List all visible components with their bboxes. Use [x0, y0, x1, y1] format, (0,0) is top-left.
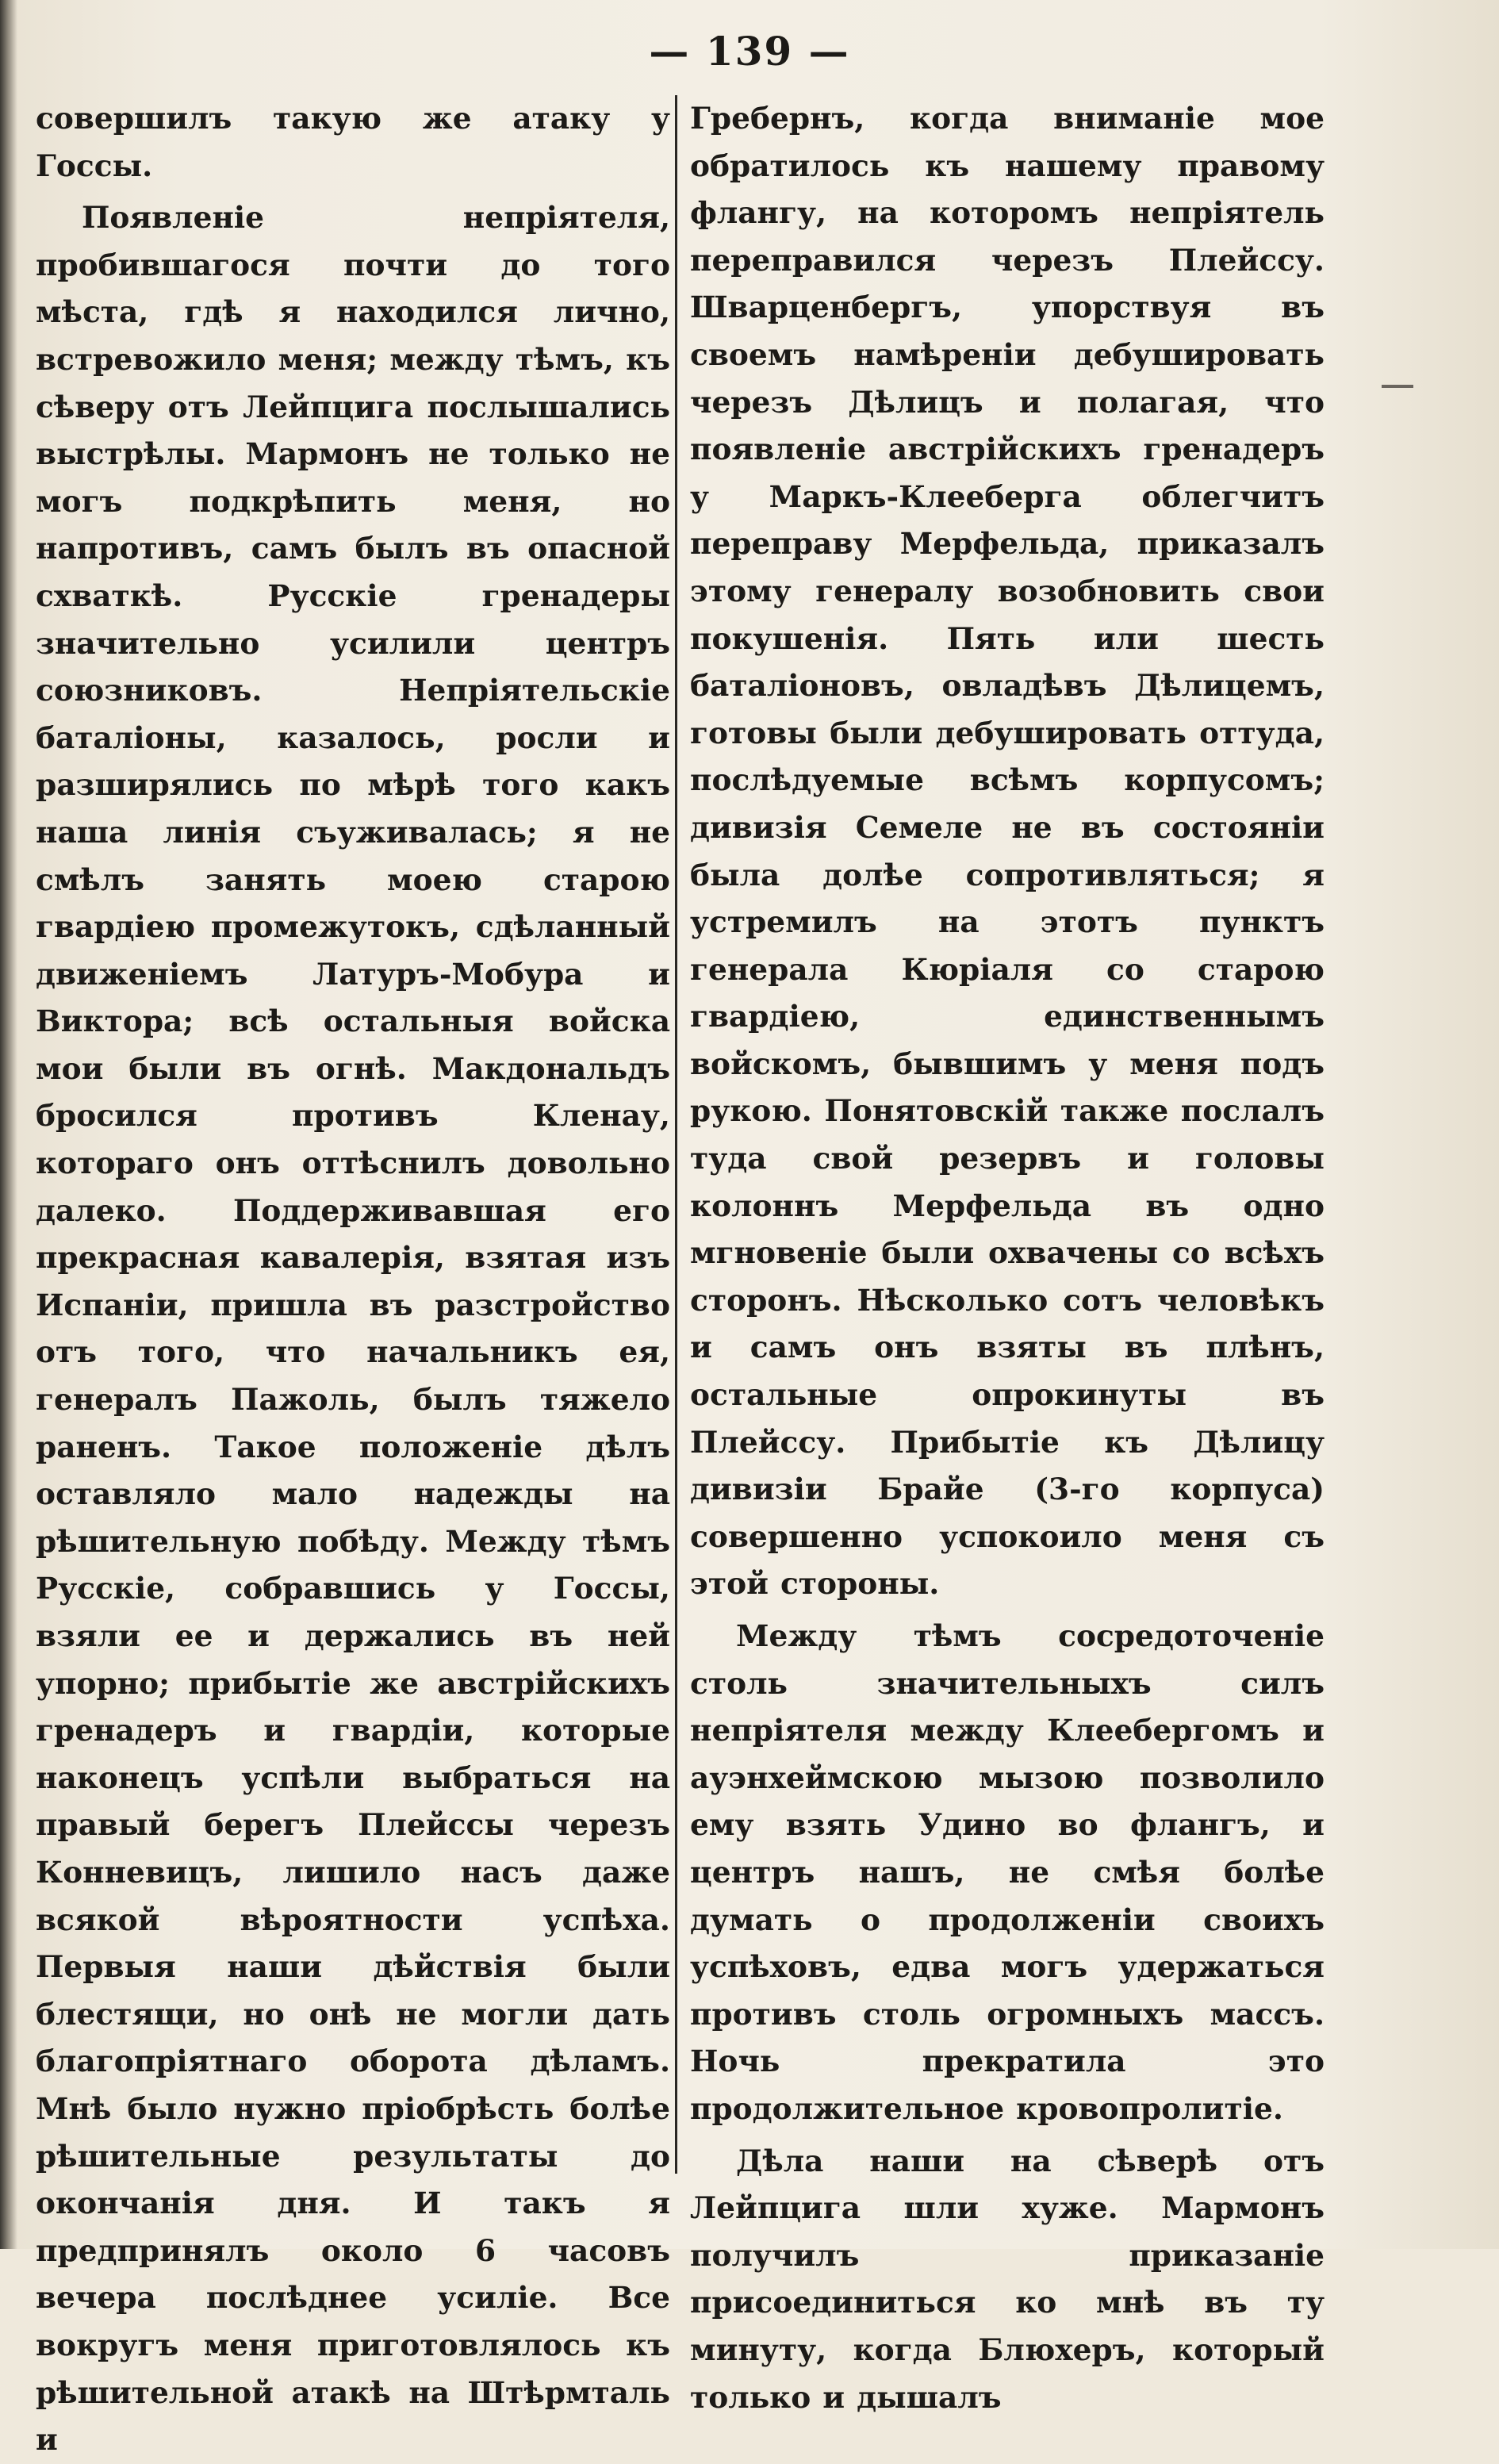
page-number: — 139 —	[649, 28, 850, 75]
left-column	[36, 95, 670, 2458]
paragraph: Между тѣмъ сосредоточеніе столь значительныхъ силъ непріятеля между Клеебергомъ и ауэнхеймскою мызою позволило ему взять Удино во флангъ, и центръ нашъ, не смѣя болѣе думать о продолженіи своихъ успѣховъ, едва могъ удержаться противъ столь огромныхъ массъ. Ночь прекратила это продолжительное кровопролитіе.	[690, 1618, 1325, 2126]
page-edge-shadow	[0, 0, 17, 2249]
column-divider	[675, 95, 677, 2174]
right-column	[690, 95, 1325, 2415]
paragraph: Появленіе непріятеля, пробившагося почти до того мѣста, гдѣ я находился лично, встревожило меня; между тѣмъ, къ сѣверу отъ Лейпцига послышались выстрѣлы. Мармонъ не только не могъ подкрѣпить меня, но напротивъ, самъ былъ въ опасной схваткѣ. Русскіе гренадеры значительно усилили центръ союзниковъ. Непріятельскіе баталіоны, казалось, росли и разширялись по мѣрѣ того какъ наша линія съуживалась; я не смѣлъ занять моею старою гвардіею промежутокъ, сдѣланный движеніемъ Латуръ-Мобура и Виктора; всѣ остальныя войска мои были въ огнѣ. Макдональдъ бросился противъ Кленау, котораго онъ оттѣснилъ довольно далеко. Поддерживавшая его прекрасная кавалерія, взятая изъ Испаніи, пришла въ разстройство отъ того, что начальникъ ея, генералъ Пажоль, былъ тяжело раненъ. Такое положеніе дѣлъ оставляло мало надежды на рѣшительную побѣду. Между тѣмъ Русскіе, собравшись у Госсы, взяли ее и держались въ ней упорно; прибытіе же австрійскихъ гренадеръ и гвардіи, которые наконецъ успѣли выбраться на правый берегъ Плейссы черезъ Конневицъ, лишило насъ даже всякой вѣроятности успѣха. Первыя наши дѣйствія были блестящи, но онѣ не могли дать благопріятнаго оборота дѣламъ. Мнѣ было нужно пріобрѣсть болѣе рѣшительные результаты до окончанія дня. И такъ я предпринялъ около 6 часовъ вечера послѣднее усиліе. Все вокругъ меня приготовлялось къ рѣшительной атакѣ на Штѣрмталь и	[36, 200, 670, 2458]
paragraph: Дѣла наши на сѣверѣ отъ Лейпцига шли хуже. Мармонъ получилъ приказаніе присоединиться ко мнѣ въ ту минуту, когда Блюхеръ, который только и дышалъ	[690, 2143, 1325, 2415]
margin-mark	[1382, 385, 1413, 388]
paragraph: совершилъ такую же атаку у Госсы.	[36, 101, 670, 183]
paragraph: Гребернъ, когда вниманіе мое обратилось къ нашему правому флангу, на которомъ непріятель переправился черезъ Плейссу. Шварценбергъ, упорствуя въ своемъ намѣреніи дебушировать черезъ Дѣлицъ и полагая, что появленіе австрійскихъ гренадеръ у Маркъ-Клееберга облегчитъ переправу Мерфельда, приказалъ этому генералу возобновить свои покушенія. Пять или шесть баталіоновъ, овладѣвъ Дѣлицемъ, готовы были дебушировать оттуда, послѣдуемые всѣмъ корпусомъ; дивизія Семеле не въ состояніи была долѣе сопротивляться; я устремилъ на этотъ пунктъ генерала Кюріаля со старою гвардіею, единственнымъ войскомъ, бывшимъ у меня подъ рукою. Понятовскій также послалъ туда свой резервъ и головы колоннъ Мерфельда въ одно мгновеніе были охвачены со всѣхъ сторонъ. Нѣсколько сотъ человѣкъ и самъ онъ взяты въ плѣнъ, остальные опрокинуты въ Плейссу. Прибытіе къ Дѣлицу дивизіи Брайе (3-го корпуса) совершенно успокоило меня съ этой стороны.	[690, 101, 1325, 1602]
